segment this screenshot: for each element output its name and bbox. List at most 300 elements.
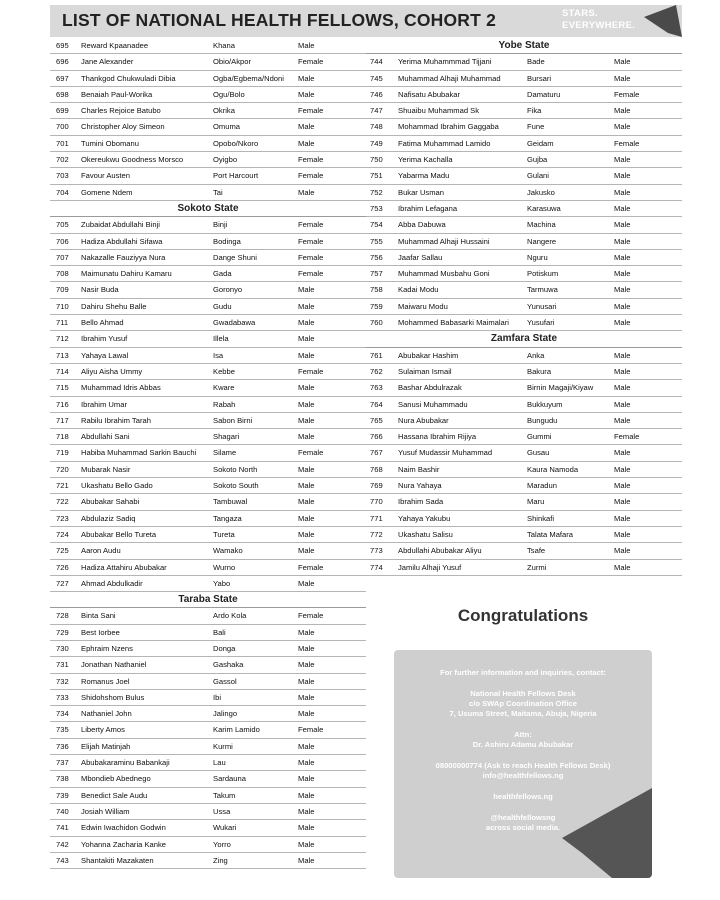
fellow-row [366, 380, 682, 396]
fellow-lga: Sardauna [213, 774, 246, 784]
fellow-name: Mohammad Ibrahim Gaggaba [398, 122, 499, 132]
fellow-lga: Geidam [527, 138, 554, 148]
fellow-name: Shuaibu Muhammad Sk [398, 106, 480, 116]
star-logo-icon [642, 5, 682, 37]
fellow-gender: Male [298, 741, 315, 751]
fellow-number: 772 [370, 529, 383, 539]
congratulations-heading: Congratulations [457, 606, 589, 625]
fellow-name: Ibrahim Yusuf [81, 334, 128, 344]
fellow-name: Yerima Muhammmad Tijjani [398, 57, 492, 67]
fellow-name: Abdullahi Sani [81, 432, 130, 442]
fellow-name: Yohanna Zacharia Kanke [81, 839, 167, 849]
fellow-row [50, 217, 366, 233]
fellow-lga: Karasuwa [527, 203, 561, 213]
fellow-lga: Bakura [527, 366, 552, 376]
fellow-lga: Potiskum [527, 269, 559, 279]
fellow-name: Yerima Kachalla [398, 155, 453, 165]
fellow-gender: Male [614, 529, 631, 539]
fellow-gender: Male [614, 155, 631, 165]
fellow-name: Romanus Joel [81, 676, 130, 686]
fellow-number: 740 [56, 806, 69, 816]
fellow-lga: Tsafe [527, 546, 546, 556]
contact-box [394, 650, 652, 878]
fellow-name: Ukashatu Salisu [398, 529, 453, 539]
fellow-gender: Female [614, 432, 640, 442]
fellow-lga: Damaturu [527, 89, 561, 99]
fellow-lga: Tambuwal [213, 497, 248, 507]
fellow-lga: Yusufari [527, 318, 555, 328]
fellow-name: Ibrahim Sada [398, 497, 444, 507]
fellow-name: Abubakaraminu Babankaji [81, 758, 170, 768]
fellow-gender: Male [298, 578, 315, 588]
fellow-row [50, 820, 366, 836]
state-heading [366, 331, 682, 347]
fellow-row [50, 690, 366, 706]
fellow-number: 718 [56, 432, 69, 442]
fellow-gender: Male [298, 823, 315, 833]
fellow-name: Bashar Abdulrazak [398, 383, 462, 393]
fellow-number: 749 [370, 138, 383, 148]
fellow-number: 724 [56, 529, 69, 539]
fellow-number: 746 [370, 89, 383, 99]
fellow-gender: Female [298, 220, 324, 230]
fellow-name: Nathaniel John [81, 709, 132, 719]
fellow-number: 769 [370, 481, 383, 491]
fellow-name: Maimunatu Dahiru Kamaru [81, 269, 172, 279]
fellow-gender: Male [298, 497, 315, 507]
fellow-lga: Bodinga [213, 236, 241, 246]
fellow-number: 774 [370, 562, 383, 572]
fellow-number: 726 [56, 562, 69, 572]
fellow-gender: Male [298, 513, 315, 523]
fellow-number: 762 [370, 366, 383, 376]
fellow-lga: Tarmuwa [527, 285, 558, 295]
fellow-row [50, 87, 366, 103]
contact-handle[interactable]: @healthfellowsng [490, 813, 556, 822]
fellow-gender: Male [298, 627, 315, 637]
fellow-number: 751 [370, 171, 383, 181]
fellow-gender: Male [298, 432, 315, 442]
fellow-number: 731 [56, 660, 69, 670]
brand-tagline [562, 8, 635, 32]
fellow-row [50, 755, 366, 771]
fellow-number: 703 [56, 171, 69, 181]
fellow-name: Mohammed Babasarki Maimalari [398, 318, 509, 328]
fellow-name: Ahmad Abdulkadir [81, 578, 143, 588]
fellow-gender: Female [614, 89, 640, 99]
fellow-row [50, 560, 366, 576]
fellow-lga: Kurmi [213, 741, 233, 751]
fellow-number: 755 [370, 236, 383, 246]
fellow-gender: Male [298, 89, 315, 99]
fellow-gender: Male [298, 187, 315, 197]
fellow-number: 739 [56, 790, 69, 800]
fellow-number: 742 [56, 839, 69, 849]
fellow-gender: Female [298, 155, 324, 165]
fellow-number: 709 [56, 285, 69, 295]
fellow-lga: Khana [213, 41, 235, 50]
fellow-name: Nasir Buda [81, 285, 119, 295]
fellow-row [366, 527, 682, 543]
fellow-number: 750 [370, 155, 383, 165]
fellow-gender: Male [614, 562, 631, 572]
fellow-name: Maiwaru Modu [398, 301, 448, 311]
fellow-gender: Female [298, 448, 324, 458]
fellow-gender: Male [298, 285, 315, 295]
fellow-gender: Female [298, 57, 324, 67]
fellow-number: 698 [56, 89, 69, 99]
fellow-number: 699 [56, 106, 69, 116]
fellow-gender: Male [298, 774, 315, 784]
fellow-gender: Male [614, 285, 631, 295]
fellow-gender: Male [298, 709, 315, 719]
fellow-row [50, 299, 366, 315]
fellow-gender: Female [298, 725, 324, 735]
fellow-name: Nura Abubakar [398, 415, 449, 425]
fellow-number: 743 [56, 855, 69, 865]
fellow-row [50, 641, 366, 657]
page-title: LIST OF NATIONAL HEALTH FELLOWS, COHORT 2 [62, 10, 497, 30]
fellow-number: 695 [56, 41, 69, 50]
fellow-row [50, 739, 366, 755]
fellow-name: Reward Kpaanadee [81, 41, 149, 50]
fellow-gender: Male [298, 546, 315, 556]
contact-desk: National Health Fellows Desk [470, 689, 576, 698]
fellow-row [50, 380, 366, 396]
fellow-name: Hadiza Attahiru Abubakar [81, 562, 167, 572]
fellow-number: 735 [56, 725, 69, 735]
fellow-lga: Wurno [213, 562, 236, 572]
fellow-gender: Male [298, 692, 315, 702]
fellow-name: Ibrahim Lefagana [398, 203, 458, 213]
fellow-number: 756 [370, 252, 383, 262]
fellow-row [366, 234, 682, 250]
fellow-row [366, 315, 682, 331]
fellow-lga: Gulani [527, 171, 549, 181]
fellow-name: Benedict Sale Audu [81, 790, 148, 800]
fellow-row [50, 152, 366, 168]
fellow-number: 744 [370, 57, 383, 67]
fellows-list-right [366, 38, 682, 576]
fellow-row [366, 250, 682, 266]
fellow-gender: Male [298, 383, 315, 393]
fellow-number: 764 [370, 399, 383, 409]
fellow-number: 717 [56, 415, 69, 425]
fellow-name: Ibrahim Umar [81, 399, 127, 409]
fellow-gender: Male [614, 252, 631, 262]
contact-handle-note: across social media. [485, 823, 561, 832]
fellow-gender: Female [298, 366, 324, 376]
fellow-name: Fatima Muhammad Lamido [398, 138, 491, 148]
fellow-number: 727 [56, 578, 69, 588]
fellow-name: Christopher Aloy Simeon [81, 122, 165, 132]
fellow-row [366, 397, 682, 413]
fellow-name: Aliyu Aisha Ummy [81, 366, 143, 376]
fellow-name: Sulaiman Ismail [398, 366, 452, 376]
fellow-number: 759 [370, 301, 383, 311]
fellow-number: 747 [370, 106, 383, 116]
fellow-name: Okereukwu Goodness Morsco [81, 155, 184, 165]
fellow-lga: Sokoto North [213, 464, 258, 474]
fellow-lga: Bali [213, 627, 226, 637]
fellow-row [50, 511, 366, 527]
fellow-gender: Male [298, 415, 315, 425]
fellow-number: 712 [56, 334, 69, 344]
fellow-number: 719 [56, 448, 69, 458]
fellow-lga: Donga [213, 643, 236, 653]
fellow-gender: Male [614, 481, 631, 491]
fellow-number: 737 [56, 758, 69, 768]
fellow-row [50, 674, 366, 690]
fellow-lga: Sabon Birni [213, 415, 253, 425]
fellow-row [366, 299, 682, 315]
fellow-row [50, 608, 366, 624]
fellow-gender: Male [614, 203, 631, 213]
contact-attn-label: Attn: [514, 730, 532, 739]
state-name: Yobe State [498, 40, 550, 51]
fellow-row [366, 560, 682, 576]
fellow-gender: Male [298, 301, 315, 311]
fellow-lga: Zurmi [527, 562, 547, 572]
fellow-row [50, 136, 366, 152]
contact-attn-name: Dr. Ashiru Adamu Abubakar [472, 740, 574, 749]
fellow-row [50, 413, 366, 429]
fellow-lga: Tureta [213, 529, 235, 539]
fellow-lga: Gashaka [213, 660, 244, 670]
fellow-name: Rabilu Ibrahim Tarah [81, 415, 151, 425]
fellow-name: Abdulaziz Sadiq [81, 513, 136, 523]
fellow-number: 741 [56, 823, 69, 833]
fellow-gender: Male [614, 220, 631, 230]
fellow-number: 771 [370, 513, 383, 523]
contact-website[interactable]: healthfellows.ng [493, 792, 553, 801]
fellow-gender: Male [298, 350, 315, 360]
fellow-number: 736 [56, 741, 69, 751]
fellow-lga: Ardo Kola [213, 611, 247, 621]
fellow-name: Jane Alexander [81, 57, 134, 67]
fellow-lga: Obio/Akpor [213, 57, 251, 67]
fellow-lga: Gwadabawa [213, 318, 256, 328]
brand-line-2: EVERYWHERE. [562, 20, 636, 31]
fellow-name: Abdullahi Abubakar Aliyu [398, 546, 482, 556]
fellow-name: Yusuf Mudassir Muhammad [398, 448, 493, 458]
fellow-row [50, 348, 366, 364]
fellow-number: 707 [56, 252, 69, 262]
fellow-name: Elijah Matinjah [81, 741, 131, 751]
fellow-name: Jonathan Nathaniel [81, 660, 147, 670]
fellow-lga: Gassol [213, 676, 237, 686]
fellow-gender: Male [298, 41, 315, 50]
fellow-lga: Kware [213, 383, 235, 393]
fellow-gender: Male [614, 383, 631, 393]
fellow-row [50, 527, 366, 543]
fellow-name: Muhammad Musbahu Goni [398, 269, 490, 279]
fellow-gender: Male [298, 73, 315, 83]
fellow-name: Josiah William [81, 806, 130, 816]
fellow-gender: Male [614, 399, 631, 409]
fellow-gender: Male [614, 497, 631, 507]
fellow-lga: Yorro [213, 839, 231, 849]
fellow-gender: Male [614, 236, 631, 246]
fellow-row [50, 494, 366, 510]
fellow-gender: Male [614, 366, 631, 376]
fellow-name: Charles Rejoice Batubo [81, 106, 161, 116]
contact-text [394, 650, 652, 833]
fellow-row [366, 429, 682, 445]
fellow-gender: Male [614, 513, 631, 523]
fellow-name: Ukashatu Bello Gado [81, 481, 153, 491]
fellow-name: Kadai Modu [398, 285, 439, 295]
fellow-name: Muhammad Alhaji Muhammad [398, 73, 501, 83]
fellow-number: 722 [56, 497, 69, 507]
state-name: Sokoto State [177, 202, 239, 214]
fellow-row [50, 657, 366, 673]
fellow-row [50, 168, 366, 184]
fellow-lga: Karim Lamido [213, 725, 260, 735]
fellow-name: Bukar Usman [398, 187, 445, 197]
fellow-gender: Female [298, 562, 324, 572]
fellow-number: 748 [370, 122, 383, 132]
fellow-row [366, 494, 682, 510]
fellow-lga: Silame [213, 448, 237, 458]
fellow-name: Abubakar Hashim [398, 350, 459, 360]
fellow-name: Sanusi Muhammadu [398, 399, 468, 409]
fellow-lga: Isa [213, 350, 224, 360]
fellow-lga: Gujba [527, 155, 548, 165]
fellow-gender: Male [614, 269, 631, 279]
fellow-name: Thankgod Chukwuladi Dibia [81, 73, 176, 83]
fellow-row [366, 266, 682, 282]
fellow-name: Abubakar Bello Tureta [81, 529, 157, 539]
fellow-row [366, 413, 682, 429]
fellow-row [50, 71, 366, 87]
fellow-gender: Male [614, 546, 631, 556]
fellow-row [366, 152, 682, 168]
fellow-number: 729 [56, 627, 69, 637]
fellow-number: 732 [56, 676, 69, 686]
fellow-name: Shidohshom Bulus [81, 692, 145, 702]
state-heading [366, 38, 682, 54]
fellow-number: 696 [56, 57, 69, 67]
fellow-row [50, 266, 366, 282]
fellow-name: Binta Sani [81, 611, 116, 621]
fellow-number: 725 [56, 546, 69, 556]
fellow-row [50, 185, 366, 201]
fellow-row [366, 87, 682, 103]
fellow-name: Dahiru Shehu Balle [81, 301, 147, 311]
fellow-name: Zubaidat Abdullahi Binji [81, 220, 160, 230]
fellow-row [366, 364, 682, 380]
fellow-gender: Male [298, 790, 315, 800]
fellow-name: Nura Yahaya [398, 481, 442, 491]
fellow-number: 752 [370, 187, 383, 197]
fellow-row [50, 576, 366, 592]
fellow-lga: Jakusko [527, 187, 555, 197]
contact-phone: 08000000774 (Ask to reach Health Fellows Desk) [435, 761, 611, 770]
fellow-row [366, 348, 682, 364]
fellow-row [50, 625, 366, 641]
fellow-number: 734 [56, 709, 69, 719]
contact-email[interactable]: info@healthfellows.ng [482, 771, 564, 780]
fellow-name: Jaafar Sallau [398, 252, 443, 262]
fellow-lga: Goronyo [213, 285, 243, 295]
fellow-name: Yahaya Lawal [81, 350, 129, 360]
fellow-row [50, 788, 366, 804]
fellow-lga: Shinkafi [527, 513, 555, 523]
fellow-row [366, 201, 682, 217]
brand-line-1: STARS. [562, 8, 598, 19]
fellow-lga: Kaura Namoda [527, 464, 579, 474]
fellow-row [50, 331, 366, 347]
fellow-number: 711 [56, 318, 69, 328]
fellow-gender: Male [298, 399, 315, 409]
fellow-name: Jamilu Alhaji Yusuf [398, 562, 462, 572]
fellow-gender: Male [614, 73, 631, 83]
fellow-lga: Wamako [213, 546, 243, 556]
fellow-lga: Omuma [213, 122, 241, 132]
fellow-row [50, 103, 366, 119]
fellow-lga: Talata Mafara [527, 529, 574, 539]
fellow-lga: Port Harcourt [213, 171, 259, 181]
fellow-lga: Lau [213, 758, 226, 768]
fellow-name: Benaiah Paul-Worika [81, 89, 153, 99]
fellow-gender: Male [298, 138, 315, 148]
fellow-lga: Ussa [213, 806, 231, 816]
fellow-lga: Bursari [527, 73, 552, 83]
fellow-gender: Male [614, 318, 631, 328]
fellow-number: 700 [56, 122, 69, 132]
fellow-lga: Nangere [527, 236, 557, 246]
fellow-lga: Binji [213, 220, 228, 230]
fellow-name: Muhammad Idris Abbas [81, 383, 161, 393]
fellow-name: Edwin Iwachidon Godwin [81, 823, 166, 833]
fellow-number: 745 [370, 73, 383, 83]
fellow-number: 738 [56, 774, 69, 784]
fellow-number: 728 [56, 611, 69, 621]
fellow-number: 720 [56, 464, 69, 474]
fellow-row [50, 543, 366, 559]
fellow-lga: Maru [527, 497, 545, 507]
contact-office: c/o SWAp Coordination Office [469, 699, 577, 708]
fellow-name: Hadiza Abdullahi Sifawa [81, 236, 163, 246]
fellow-number: 721 [56, 481, 69, 491]
fellow-row [366, 478, 682, 494]
fellow-number: 702 [56, 155, 69, 165]
fellow-row [50, 119, 366, 135]
fellow-gender: Male [614, 301, 631, 311]
fellow-lga: Sokoto South [213, 481, 259, 491]
fellow-number: 754 [370, 220, 383, 230]
fellow-row [50, 250, 366, 266]
fellow-gender: Male [298, 318, 315, 328]
fellow-lga: Ogba/Egbema/Ndoni [213, 73, 284, 83]
fellow-number: 705 [56, 220, 69, 230]
fellow-gender: Female [298, 252, 324, 262]
fellow-row [366, 168, 682, 184]
fellow-row [366, 185, 682, 201]
contact-intro: For further information and inquiries, contact: [440, 668, 606, 677]
fellow-lga: Gusau [527, 448, 550, 458]
page-header [50, 5, 682, 37]
fellow-number: 733 [56, 692, 69, 702]
fellow-number: 701 [56, 138, 69, 148]
fellow-gender: Male [614, 106, 631, 116]
fellow-gender: Male [298, 464, 315, 474]
fellow-row [50, 804, 366, 820]
fellow-lga: Wukari [213, 823, 237, 833]
fellow-name: Liberty Amos [81, 725, 125, 735]
fellow-row [50, 478, 366, 494]
